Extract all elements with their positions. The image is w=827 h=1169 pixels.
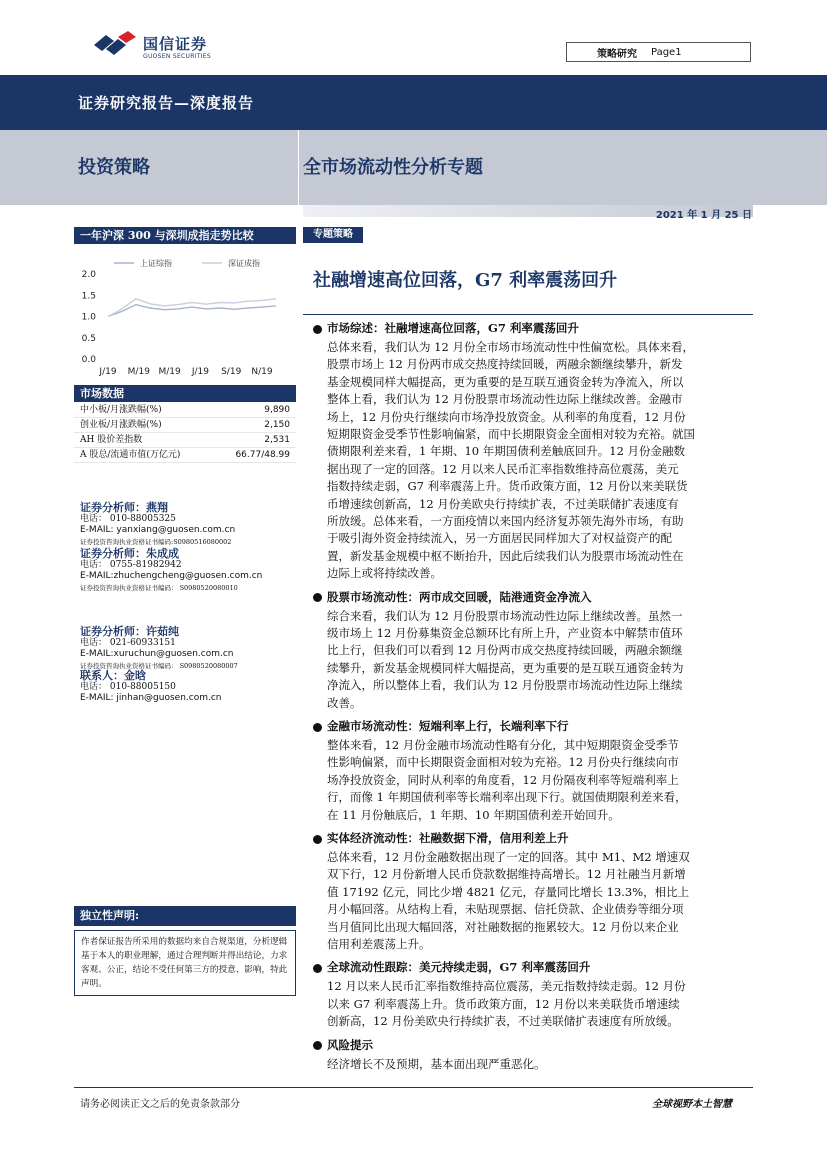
paragraph-line: 改善。: [327, 695, 362, 710]
analyst-phone: 电话： 010-88005150: [80, 681, 176, 692]
header-tag-box: [566, 42, 751, 62]
paragraph-line: 创新高，12 月份美欧央行持续扩表，不过美联储扩表速度有所放缓。: [327, 1014, 679, 1029]
paragraph-line: 总体来看，12 月份金融数据出现了一定的回落。其中 M1、M2 增速双: [327, 850, 690, 864]
analyst-name: 证券分析师：许茹纯: [80, 625, 179, 638]
bullet-icon: [313, 325, 322, 334]
bullet-icon: [313, 1041, 322, 1050]
market-data-row: [74, 418, 296, 433]
paragraph-line: 月小幅回落。从结构上看，未贴现票据、信托贷款、企业债券等细分项: [327, 902, 684, 917]
x-tick-label: J/19: [99, 367, 117, 377]
header-band-right: [753, 75, 827, 130]
analyst-card: [80, 626, 238, 672]
section-heading-text: 股票市场流动性：两市成交回暖，陆港通资金净流入: [327, 589, 592, 604]
footer-rule: [74, 1087, 753, 1088]
header-tag: 策略研究: [597, 48, 637, 60]
market-data-value: 2,150: [264, 420, 290, 430]
paragraph-line: 以来 G7 利率震荡上升。货币政策方面，12 月份以来美联货币增速续: [327, 996, 680, 1011]
section-paragraph: [327, 737, 752, 824]
market-data-value: 9,890: [264, 405, 290, 415]
market-data-title: 市场数据: [74, 385, 296, 402]
bullet-icon: [313, 593, 322, 602]
section-heading: [313, 320, 579, 336]
section-paragraph: [327, 608, 752, 712]
paragraph-line: 债期限利差来看，1 年期、10 年期国债利差触底回升。12 月份金融数: [327, 444, 686, 459]
guosen-logo-icon: [92, 31, 136, 57]
section-paragraph: [327, 978, 752, 1030]
index-comparison-chart: [74, 252, 296, 382]
section-heading: [313, 718, 569, 734]
paragraph-line: 值 17192 亿元，同比少增 4821 亿元，存量同比增长 13.3%，相比上: [327, 884, 690, 899]
paragraph-line: 所放缓。总体来看，一方面疫情以来国内经济复苏领先海外市场，有助: [327, 514, 684, 529]
logo-subtext: GUOSEN SECURITIES: [143, 53, 212, 60]
category-title: 投资策略: [78, 157, 150, 178]
topic-title: 全市场流动性分析专题: [303, 157, 483, 178]
paragraph-line: 经济增长不及预期，基本面出现严重恶化。: [327, 1056, 546, 1071]
x-tick-label: M/19: [158, 367, 181, 377]
market-data-value: 66.77/48.99: [235, 450, 290, 460]
paragraph-line: 综合来看，我们认为 12 月份股票市场流动性边际上继续改善。虽然一: [327, 608, 683, 623]
analyst-phone: 电话： 0755-81982942: [80, 559, 182, 570]
footer-slogan: 全球视野本土智慧: [652, 1099, 732, 1110]
analyst-email: E-MAIL:xuruchun@guosen.com.cn: [80, 649, 234, 659]
paragraph-line: 双下行，12 月份新增人民币贷款数据维持高增长。12 月社融当月新增: [327, 867, 686, 882]
paragraph-line: 在 11 月份触底后，1 年期、10 年期国债利差开始回升。: [327, 807, 620, 822]
paragraph-line: 行，而像 1 年期国债利率等长端利率出现下行。就国债期限利差来看，: [327, 790, 687, 805]
x-tick-label: S/19: [221, 367, 242, 377]
analyst-card: [80, 548, 262, 594]
paragraph-line: 基金规模同样大幅提高，更为重要的是互联互通资金转为净流入，所以: [327, 374, 684, 389]
main-title: 社融增速高位回落，G7 利率震荡回升: [313, 270, 618, 291]
analyst-name: 证券分析师：朱成成: [80, 547, 179, 560]
paragraph-line: 整体上看，我们认为 12 月份股票市场流动性边际上继续改善。金融市: [327, 392, 683, 407]
paragraph-line: 币增速续创新高，12 月份美欧央行持续扩表，不过美联储扩表速度有: [327, 496, 679, 511]
analyst-license: 证券投资咨询执业资格证书编码： S0980520080010: [80, 583, 238, 592]
bullet-icon: [313, 723, 322, 732]
section-heading: [313, 830, 569, 846]
market-data-label: 创业板/月涨跌幅(%): [80, 420, 162, 430]
market-data-row: [74, 433, 296, 448]
analyst-email: E-MAIL: jinhan@guosen.com.cn: [80, 693, 222, 703]
x-tick-label: N/19: [251, 367, 273, 377]
chart-title: 一年沪深 300 与深圳成指走势比较: [74, 227, 296, 244]
section-heading: [313, 959, 590, 975]
analyst-phone: 电话： 021-60933151: [80, 637, 176, 648]
paragraph-line: 边际上或将持续改善。: [327, 566, 442, 581]
paragraph-line: 续攀升，新发基金规模同样大幅提高，更为重要的是互联互通资金转为: [327, 660, 684, 675]
paragraph-line: 当月值同比出现大幅回落，对社融数据的拖累较大。12 月份以来企业: [327, 919, 679, 934]
paragraph-line: 级市场上 12 月份募集资金总额环比有所上升，产业资本中解禁市值环: [327, 626, 683, 640]
paragraph-line: 性影响偏紧，而中长期限资金面相对较为充裕。12 月份央行继续向市: [327, 755, 679, 770]
independence-text: 作者保证报告所采用的数据均来自合规渠道，分析逻辑基于本人的职业理解，通过合理判断并得出结论，力求客观、公正，结论不受任何第三方的授意、影响，特此声明。: [74, 930, 296, 996]
paragraph-line: 总体来看，我们认为 12 月份全市场市场流动性中性偏宽松。具体来看，: [327, 340, 694, 354]
section-paragraph: [327, 1056, 752, 1073]
paragraph-line: 短期限资金受季节性影响偏紧，而中长期限资金全面相对较为充裕。就国: [327, 427, 695, 442]
legend-label: 深证成指: [228, 259, 260, 268]
analyst-license: 证券投资咨询执业资格证书编码： S0980520080007: [80, 661, 238, 670]
paragraph-line: 场净投放资金，同时从利率的角度看，12 月份隔夜利率等短端利率上: [327, 772, 679, 787]
analyst-phone: 电话： 010-88005325: [80, 513, 176, 524]
section-heading-text: 市场综述：社融增速高位回落，G7 利率震荡回升: [327, 321, 579, 335]
paragraph-line: 比上行，但我们可以看到 12 月份两市成交热度持续回暖，两融余额继: [327, 643, 683, 658]
x-tick-label: J/19: [191, 367, 209, 377]
market-data-row: [74, 448, 296, 463]
paragraph-line: 场上，12 月份央行继续向市场净投放资金。从利率的角度看，12 月份: [327, 409, 686, 424]
report-type: 证券研究报告—深度报告: [78, 94, 255, 112]
title-band-right: [753, 130, 827, 205]
paragraph-line: 指数持续走弱，G7 利率震荡上升。货币政策方面，12 月份以来美联货: [327, 479, 688, 494]
paragraph-line: 据出现了一定的回落。12 月以来人民币汇率指数维持高位震荡，美元: [327, 461, 679, 476]
independence-title: 独立性声明:: [74, 906, 296, 926]
band-divider: [298, 130, 299, 205]
analyst-name: 联系人：金晗: [80, 669, 146, 682]
paragraph-line: 整体来看，12 月份金融市场流动性略有分化，其中短期限资金受季节: [327, 738, 679, 752]
y-tick-label: 2.0: [81, 270, 96, 280]
paragraph-line: 置，新发基金规模中枢不断抬升，因此后续我们认为股票市场流动性在: [327, 548, 684, 563]
analyst-license: 证券投资咨询执业资格证书编码:S0980516080002: [80, 537, 232, 546]
analyst-card: [80, 502, 235, 548]
section-heading-text: 实体经济流动性：社融数据下滑，信用利差上升: [327, 831, 569, 845]
section-heading: [313, 1037, 373, 1053]
disclaimer-note: 请务必阅读正文之后的免责条款部分: [80, 1099, 240, 1110]
analyst-card: [80, 670, 222, 705]
bullet-icon: [313, 835, 322, 844]
section-paragraph: [327, 339, 752, 583]
section-paragraph: [327, 849, 752, 953]
paragraph-line: 股票市场上 12 月份两市成交热度持续回暖，两融余额继续攀升，新发: [327, 357, 683, 372]
paragraph-line: 净流入，所以整体上看，我们认为 12 月份股票市场流动性边际上继续: [327, 678, 683, 693]
market-data-row: [74, 403, 296, 418]
y-tick-label: 1.5: [81, 291, 96, 302]
legend-label: 上证综指: [140, 259, 172, 268]
market-data-label: 中小板/月涨跌幅(%): [80, 405, 162, 415]
market-data-label: AH 股价差指数: [80, 435, 143, 445]
page-number: Page1: [651, 46, 682, 58]
x-tick-label: M/19: [127, 367, 150, 377]
market-data-label: A 股总/流通市值(万亿元): [80, 450, 181, 460]
section-heading-text: 风险提示: [327, 1037, 373, 1052]
paragraph-line: 于吸引海外资金持续流入，另一方面居民同样加大了对权益资产的配: [327, 531, 672, 546]
analyst-email: E-MAIL: yanxiang@guosen.com.cn: [80, 525, 236, 535]
analyst-name: 证券分析师：燕翔: [80, 501, 168, 514]
paragraph-line: 12 月以来人民币汇率指数维持高位震荡，美元指数持续走弱。12 月份: [327, 979, 686, 994]
section-heading-text: 全球流动性跟踪：美元持续走弱，G7 利率震荡回升: [327, 960, 591, 975]
y-tick-label: 0.0: [81, 355, 96, 365]
market-data-table: [74, 403, 296, 463]
logo-text: 国信证券: [143, 35, 208, 53]
y-tick-label: 0.5: [81, 333, 96, 344]
series-line: [108, 305, 276, 317]
section-heading-text: 金融市场流动性：短端利率上行，长端利率下行: [327, 719, 569, 733]
market-data-value: 2,531: [264, 435, 290, 445]
analyst-email: E-MAIL:zhuchengcheng@guosen.com.cn: [80, 571, 263, 581]
y-tick-label: 1.0: [81, 312, 96, 323]
bullet-icon: [313, 964, 322, 973]
title-rule: [303, 314, 753, 315]
paragraph-line: 信用利差震荡上升。: [327, 937, 431, 952]
report-date: 2021 年 1 月 25 日: [655, 210, 752, 221]
section-heading: [313, 589, 592, 605]
topic-tag: 专题策略: [303, 227, 363, 243]
